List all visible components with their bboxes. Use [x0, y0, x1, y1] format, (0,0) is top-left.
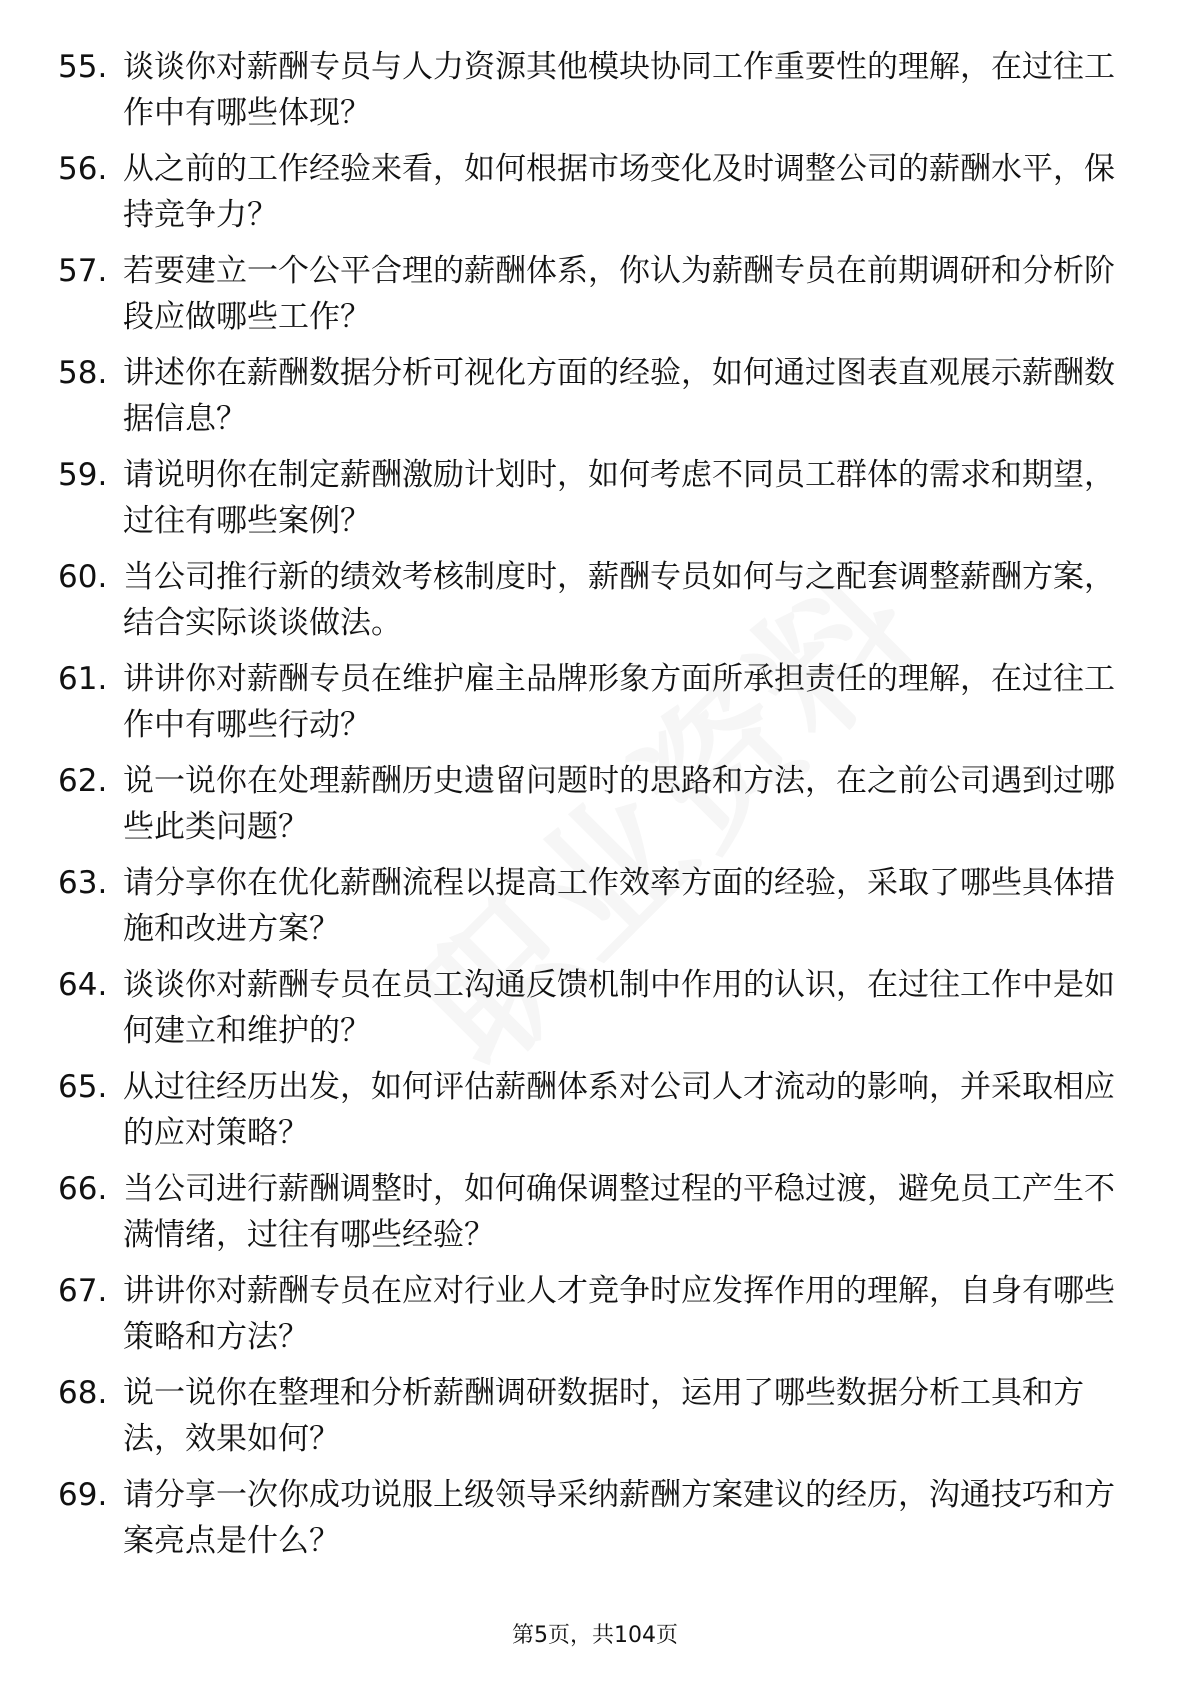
- question-number: 59.: [58, 457, 108, 493]
- page-footer: [0, 1618, 1190, 1649]
- question-text: 讲述你在薪酬数据分析可视化方面的经验，如何通过图表直观展示薪酬数据信息？: [123, 355, 1115, 437]
- question-text: 请分享你在优化薪酬流程以提高工作效率方面的经验，采取了哪些具体措施和改进方案？: [123, 865, 1115, 947]
- question-list: [58, 44, 1118, 1574]
- question-text: 从之前的工作经验来看，如何根据市场变化及时调整公司的薪酬水平，保持竞争力？: [123, 151, 1115, 233]
- question-item: [58, 452, 1118, 554]
- question-item: [58, 44, 1118, 146]
- question-number: 55.: [58, 49, 108, 85]
- question-text: 讲讲你对薪酬专员在维护雇主品牌形象方面所承担责任的理解，在过往工作中有哪些行动？: [123, 661, 1115, 743]
- question-number: 61.: [58, 661, 108, 697]
- question-item: [58, 1370, 1118, 1472]
- question-text: 从过往经历出发，如何评估薪酬体系对公司人才流动的影响，并采取相应的应对策略？: [123, 1069, 1115, 1151]
- page-number-label: 第5页，共104页: [512, 1623, 678, 1648]
- question-number: 58.: [58, 355, 108, 391]
- question-text: 说一说你在整理和分析薪酬调研数据时，运用了哪些数据分析工具和方法，效果如何？: [123, 1375, 1084, 1457]
- question-item: [58, 1166, 1118, 1268]
- question-item: [58, 350, 1118, 452]
- question-item: [58, 860, 1118, 962]
- question-text: 当公司推行新的绩效考核制度时，薪酬专员如何与之配套调整薪酬方案，结合实际谈谈做法。: [123, 559, 1115, 641]
- question-number: 68.: [58, 1375, 108, 1411]
- question-text: 谈谈你对薪酬专员在员工沟通反馈机制中作用的认识，在过往工作中是如何建立和维护的？: [123, 967, 1115, 1049]
- question-number: 57.: [58, 253, 108, 289]
- question-number: 66.: [58, 1171, 108, 1207]
- question-text: 请说明你在制定薪酬激励计划时，如何考虑不同员工群体的需求和期望，过往有哪些案例？: [123, 457, 1115, 539]
- question-item: [58, 1268, 1118, 1370]
- question-number: 62.: [58, 763, 108, 799]
- question-number: 60.: [58, 559, 108, 595]
- question-text: 讲讲你对薪酬专员在应对行业人才竞争时应发挥作用的理解，自身有哪些策略和方法？: [123, 1273, 1115, 1355]
- question-number: 65.: [58, 1069, 108, 1105]
- question-text: 说一说你在处理薪酬历史遗留问题时的思路和方法，在之前公司遇到过哪些此类问题？: [123, 763, 1115, 845]
- question-number: 63.: [58, 865, 108, 901]
- question-text: 请分享一次你成功说服上级领导采纳薪酬方案建议的经历，沟通技巧和方案亮点是什么？: [123, 1477, 1115, 1559]
- question-number: 67.: [58, 1273, 108, 1309]
- question-item: [58, 1064, 1118, 1166]
- question-item: [58, 656, 1118, 758]
- question-item: [58, 248, 1118, 350]
- question-number: 56.: [58, 151, 108, 187]
- question-item: [58, 554, 1118, 656]
- question-text: 若要建立一个公平合理的薪酬体系，你认为薪酬专员在前期调研和分析阶段应做哪些工作？: [123, 253, 1115, 335]
- question-item: [58, 758, 1118, 860]
- question-item: [58, 962, 1118, 1064]
- question-number: 64.: [58, 967, 108, 1003]
- question-text: 谈谈你对薪酬专员与人力资源其他模块协同工作重要性的理解，在过往工作中有哪些体现？: [123, 49, 1115, 131]
- question-item: [58, 1472, 1118, 1574]
- question-number: 69.: [58, 1477, 108, 1513]
- question-item: [58, 146, 1118, 248]
- question-text: 当公司进行薪酬调整时，如何确保调整过程的平稳过渡，避免员工产生不满情绪，过往有哪些经验？: [123, 1171, 1115, 1253]
